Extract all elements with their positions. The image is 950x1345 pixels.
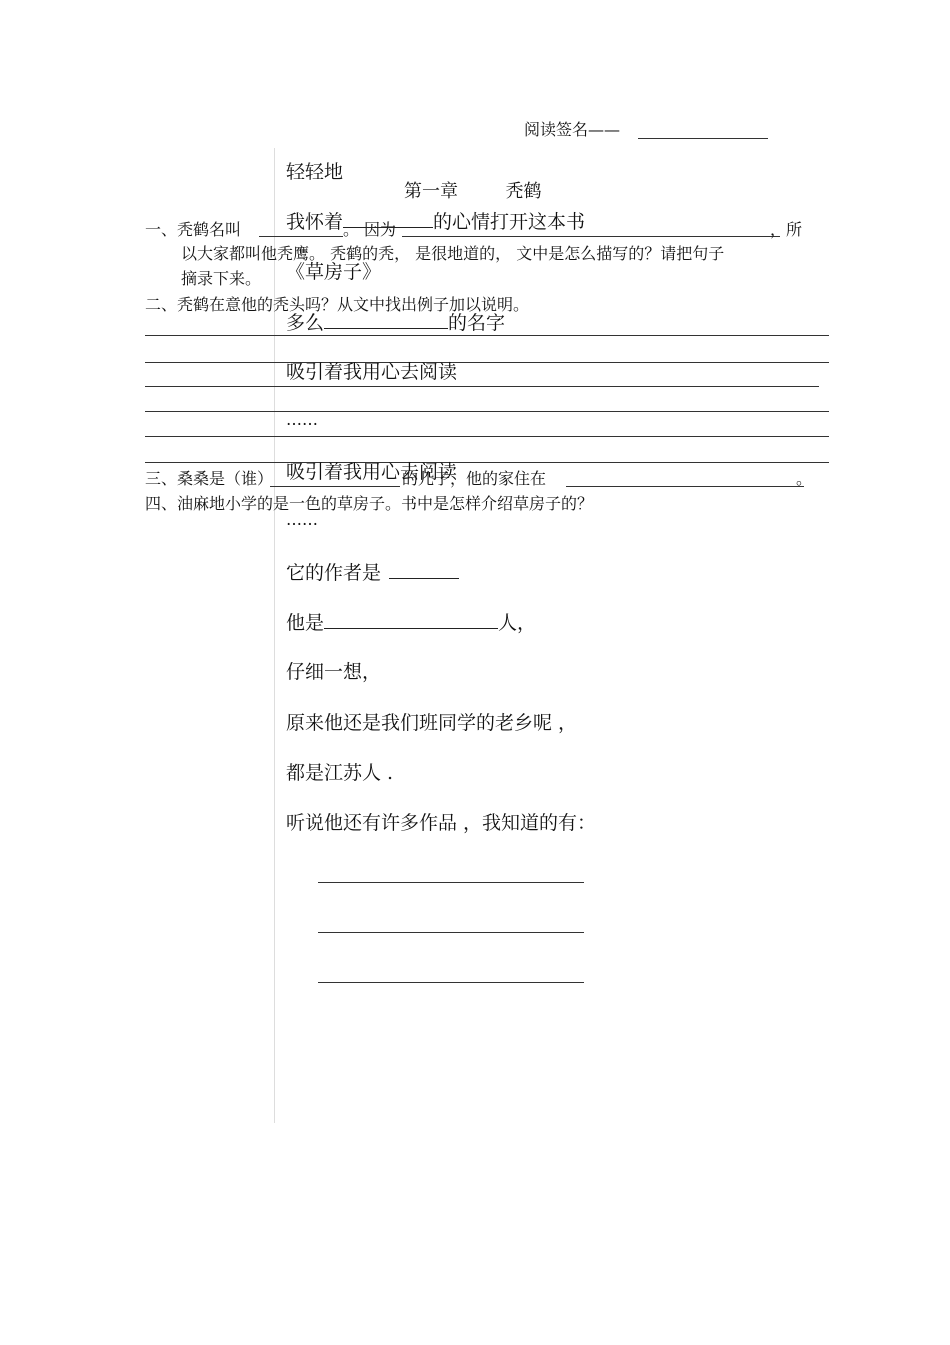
author-blank[interactable] [389,563,459,579]
hometown-blank[interactable] [324,613,498,629]
q1-name-blank[interactable] [259,236,343,237]
question-1-prefix: 一、秃鹤名叫 [145,220,242,239]
poem-line-3: 《草房子》 [286,261,382,283]
chapter-name: 秃鹤 [505,181,542,202]
poem-line-1: 轻轻地 [286,161,344,183]
answer-line[interactable] [145,462,829,463]
answer-line[interactable] [145,411,829,412]
question-4: 四、油麻地小学的是一色的草房子。书中是怎样介绍草房子的？ [145,494,594,513]
chapter-heading [404,181,541,203]
hometown-label: 他是 [286,612,325,634]
question-3-end: 。 [796,469,813,488]
signature-label: 阅读签名—— [524,120,621,139]
poem-line-2 [286,210,585,234]
q3-who-blank[interactable] [270,486,400,487]
question-1-line2: 以大家都叫他秃鹰。 秃鹤的秃， 是很地道的， 文中是怎么描写的？请把句子 [181,244,725,263]
poem-line-2-a: 我怀着 [286,211,344,233]
poem-line-9: 仔细一想， [286,661,382,683]
poem-line-4-a: 多么 [286,312,325,334]
poem-line-2-b: 的心情打开这本书 [433,211,586,233]
question-1-dot: 。 [343,220,360,239]
hometown-suffix: 人， [498,612,537,634]
author-line [286,561,459,585]
poem-line-12: 听说他还有许多作品 ，我知道的有： [286,812,597,834]
poem-line-11: 都是江苏人 . [286,762,394,784]
poem-line-5: 吸引着我用心去阅读 [286,361,458,383]
question-2: 二、秃鹤在意他的秃头吗？从文中找出例子加以说明。 [145,295,530,314]
mood-blank[interactable] [343,212,433,228]
poem-line-4 [286,311,505,335]
question-3-prefix: 三、桑桑是（谁） [145,469,274,488]
poem-line-4-b: 的名字 [448,312,506,334]
answer-line[interactable] [145,386,819,387]
question-1-end: ，所 [770,220,803,239]
answer-line[interactable] [145,362,829,363]
works-blank-1[interactable] [318,882,584,883]
poem-line-6: 吸引着我用心去阅读 [286,461,458,483]
q3-home-blank[interactable] [566,486,804,487]
reading-signature [524,120,620,140]
works-blank-2[interactable] [318,932,584,933]
chapter-number: 第一章 [404,181,458,202]
question-1-line3: 摘录下来。 [181,269,262,288]
question-3-mid: 的儿子，他的家住在 [402,469,547,488]
poem-line-10: 原来他还是我们班同学的老乡呢 ， [286,712,578,734]
q1-reason-blank[interactable] [402,236,780,237]
ellipsis-2: …… [286,510,318,529]
author-label: 它的作者是 [286,562,382,584]
adjective-blank[interactable] [324,313,448,329]
ellipsis-1: …… [286,410,318,429]
answer-line[interactable] [145,335,829,336]
signature-blank[interactable] [638,138,768,139]
answer-line[interactable] [145,436,829,437]
question-1-because: 因为 [364,220,397,239]
works-blank-3[interactable] [318,982,584,983]
hometown-line [286,611,536,635]
